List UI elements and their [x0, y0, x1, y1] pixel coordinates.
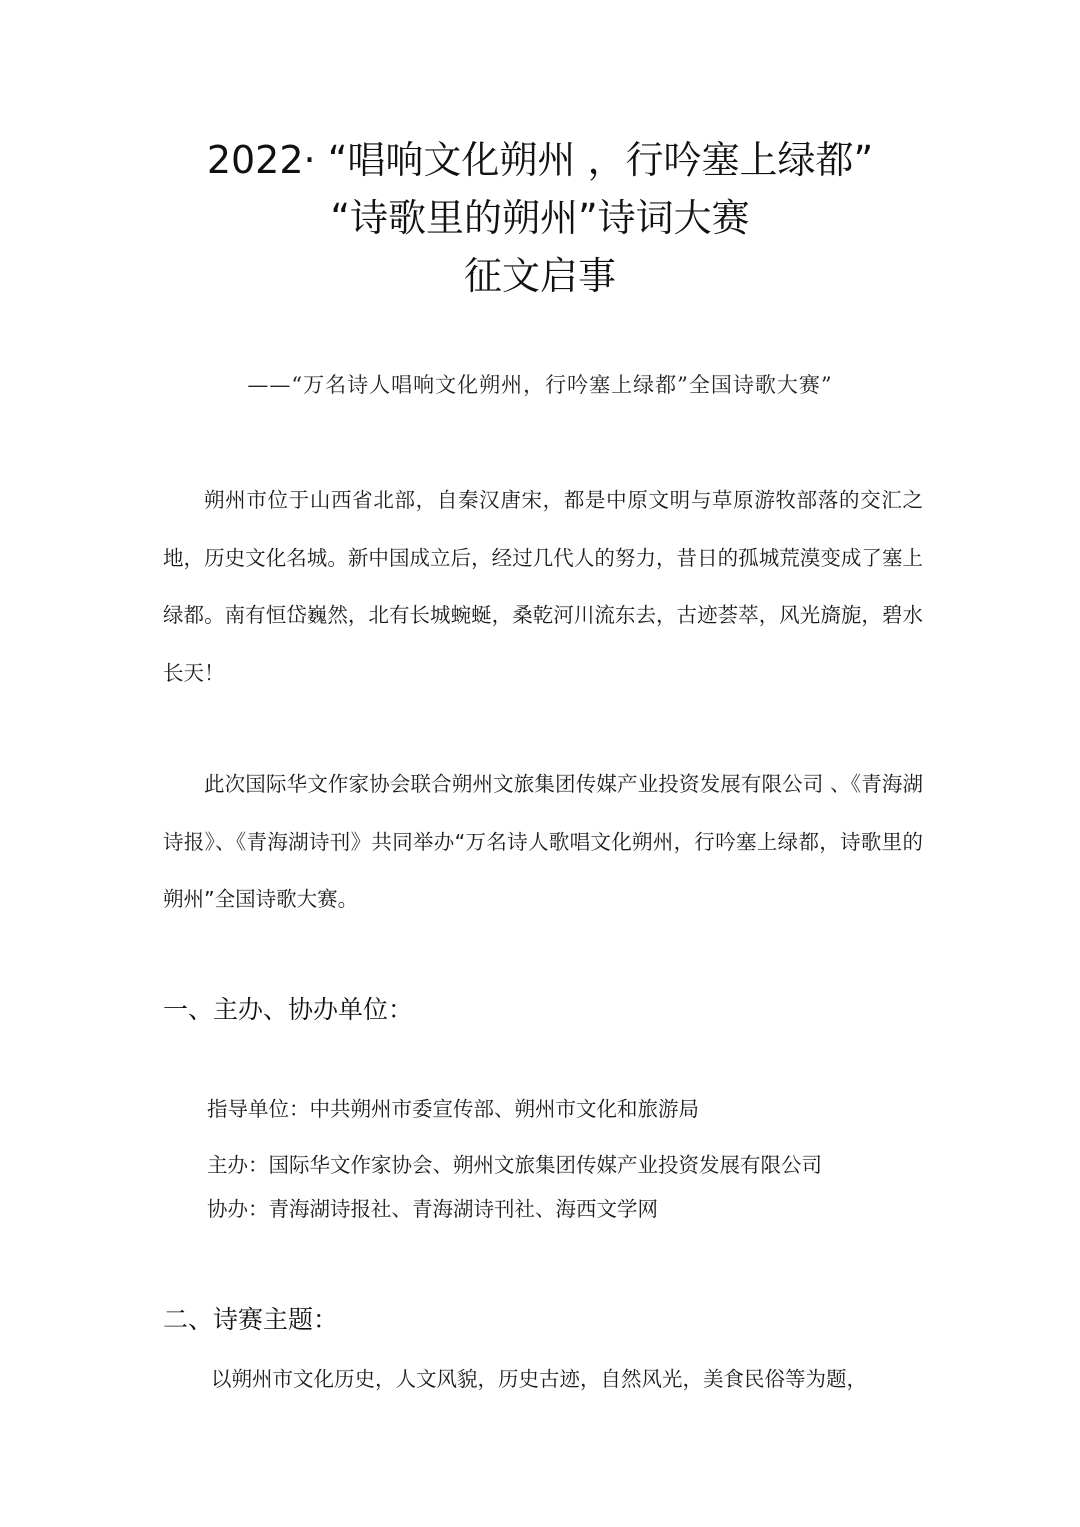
title-line-3: 征文启事: [463, 254, 616, 298]
host-unit: 主办：国际华文作家协会、朔州文旅集团传媒产业投资发展有限公司: [207, 1153, 822, 1177]
section-heading-theme: 二、诗赛主题：: [163, 1305, 339, 1334]
title-line-1: 2022· “唱响文化朔州 ，行吟塞上绿都”: [206, 138, 874, 182]
theme-text: 以朔州市文化历史，人文风貌，历史古迹，自然风光，美食民俗等为题，: [211, 1367, 867, 1391]
guide-unit: 指导单位：中共朔州市委宣传部、朔州市文化和旅游局: [207, 1097, 699, 1121]
intro-paragraph-1: 朔州市位于山西省北部，自秦汉唐宋，都是中原文明与草原游牧部落的交汇之地，历史文化名城。新中国成立后，经过几代人的努力，昔日的孤城荒漠变成了塞上绿都。南有恒岱巍然，北有长城蜿蜒，桑乾河川流东去，古迹荟萃，风光旖旎，碧水长天！: [163, 488, 923, 685]
intro-paragraph-2: 此次国际华文作家协会联合朔州文旅集团传媒产业投资发展有限公司 、《青海湖诗报》、《青海湖诗刊》共同举办“万名诗人歌唱文化朔州，行吟塞上绿都，诗歌里的朔州”全国诗歌大赛。: [163, 772, 923, 911]
section-heading-organizers: 一、主办、协办单位：: [163, 995, 414, 1024]
subtitle: ——“万名诗人唱响文化朔州，行吟塞上绿都”全国诗歌大赛”: [247, 373, 833, 397]
co-host-unit: 协办：青海湖诗报社、青海湖诗刊社、海西文学网: [207, 1197, 658, 1221]
title-line-2: “诗歌里的朔州”诗词大赛: [330, 196, 750, 240]
